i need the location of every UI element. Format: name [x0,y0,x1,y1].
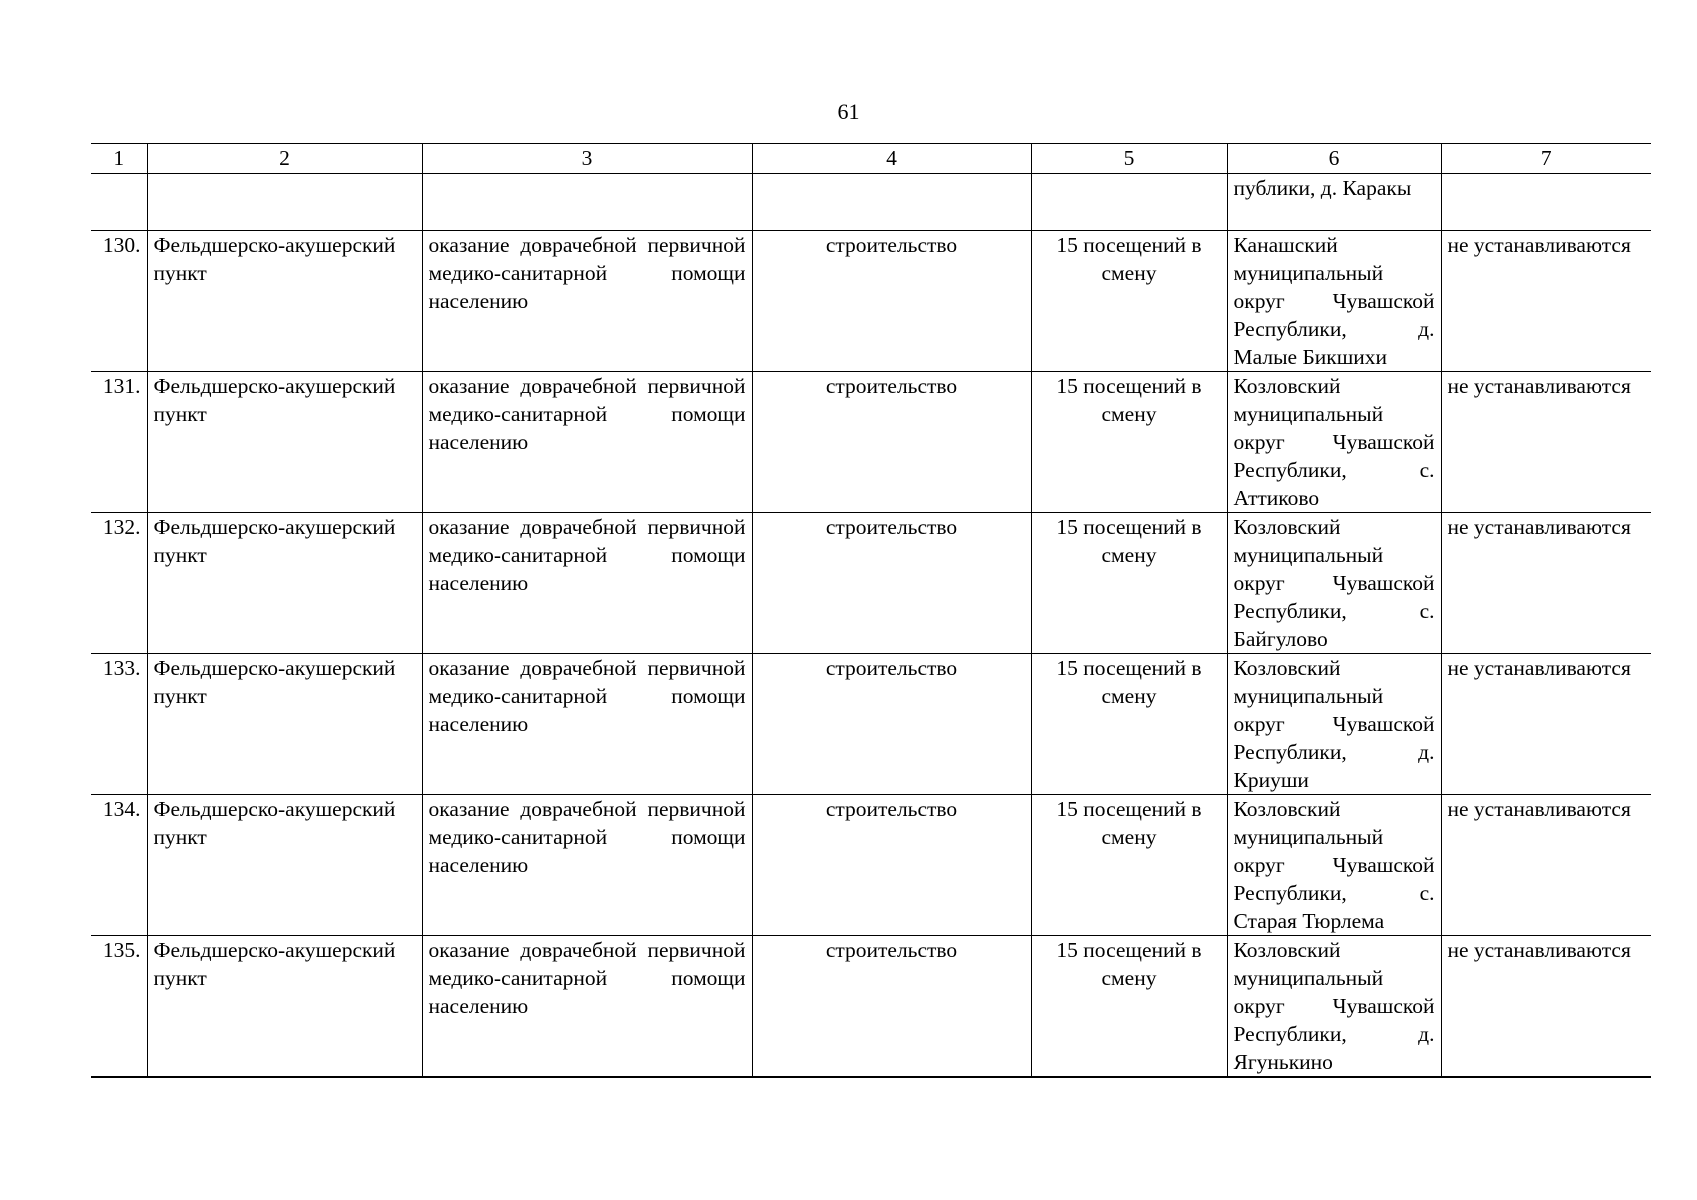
object-name-cell: Фельдшерско-акушерский пункт [147,654,422,795]
type-cell: строительство [752,936,1031,1078]
column-header: 5 [1031,144,1227,174]
type-cell: строительство [752,513,1031,654]
row-number: 132. [91,513,147,654]
continuation-row [91,174,1651,231]
zones-cell: не устанавливаются [1441,795,1651,936]
empty-cell [1441,174,1651,231]
row-number: 135. [91,936,147,1078]
table-row [91,231,1651,372]
location-cell: Козловский муниципальный округ Чувашской Республики, с. Аттиково [1227,372,1441,513]
zones-cell: не устанавливаются [1441,513,1651,654]
type-cell: строительство [752,654,1031,795]
object-name-cell: Фельдшерско-акушерский пункт [147,372,422,513]
purpose-cell: оказание доврачебной первичной медико-санитарной помощи населению [422,936,752,1078]
object-name-cell: Фельдшерско-акушерский пункт [147,231,422,372]
type-cell: строительство [752,372,1031,513]
type-cell: строительство [752,231,1031,372]
purpose-cell: оказание доврачебной первичной медико-санитарной помощи населению [422,795,752,936]
column-header: 3 [422,144,752,174]
location-cell: Канашский муниципальный округ Чувашской Республики, д. Малые Бикшихи [1227,231,1441,372]
location-cell: Козловский муниципальный округ Чувашской Республики, д. Ягунькино [1227,936,1441,1078]
object-name-cell: Фельдшерско-акушерский пункт [147,936,422,1078]
empty-cell [147,174,422,231]
table-row [91,513,1651,654]
column-header: 7 [1441,144,1651,174]
column-header: 6 [1227,144,1441,174]
column-header: 4 [752,144,1031,174]
table-row [91,372,1651,513]
objects-table [91,143,1651,1078]
capacity-cell: 15 посещений в смену [1031,936,1227,1078]
row-number: 133. [91,654,147,795]
location-cell: Козловский муниципальный округ Чувашской Республики, с. Байгулово [1227,513,1441,654]
zones-cell: не устанавливаются [1441,372,1651,513]
purpose-cell: оказание доврачебной первичной медико-санитарной помощи населению [422,372,752,513]
zones-cell: не устанавливаются [1441,231,1651,372]
column-number-row [91,144,1651,174]
capacity-cell: 15 посещений в смену [1031,654,1227,795]
purpose-cell: оказание доврачебной первичной медико-санитарной помощи населению [422,513,752,654]
table-row [91,936,1651,1078]
zones-cell: не устанавливаются [1441,654,1651,795]
row-number: 131. [91,372,147,513]
row-number: 134. [91,795,147,936]
capacity-cell: 15 посещений в смену [1031,231,1227,372]
capacity-cell: 15 посещений в смену [1031,513,1227,654]
purpose-cell: оказание доврачебной первичной медико-санитарной помощи населению [422,231,752,372]
empty-cell [752,174,1031,231]
object-name-cell: Фельдшерско-акушерский пункт [147,795,422,936]
object-name-cell: Фельдшерско-акушерский пункт [147,513,422,654]
page-number: 61 [837,99,860,124]
capacity-cell: 15 посещений в смену [1031,372,1227,513]
empty-cell [422,174,752,231]
zones-cell: не устанавливаются [1441,936,1651,1078]
location-continuation-cell: публики, д. Каракы [1227,174,1441,231]
capacity-cell: 15 посещений в смену [1031,795,1227,936]
column-header: 1 [91,144,147,174]
location-cell: Козловский муниципальный округ Чувашской Республики, с. Старая Тюрлема [1227,795,1441,936]
purpose-cell: оказание доврачебной первичной медико-санитарной помощи населению [422,654,752,795]
empty-cell [1031,174,1227,231]
column-header: 2 [147,144,422,174]
table-row [91,654,1651,795]
empty-cell [91,174,147,231]
location-cell: Козловский муниципальный округ Чувашской Республики, д. Криуши [1227,654,1441,795]
table-row [91,795,1651,936]
row-number: 130. [91,231,147,372]
type-cell: строительство [752,795,1031,936]
